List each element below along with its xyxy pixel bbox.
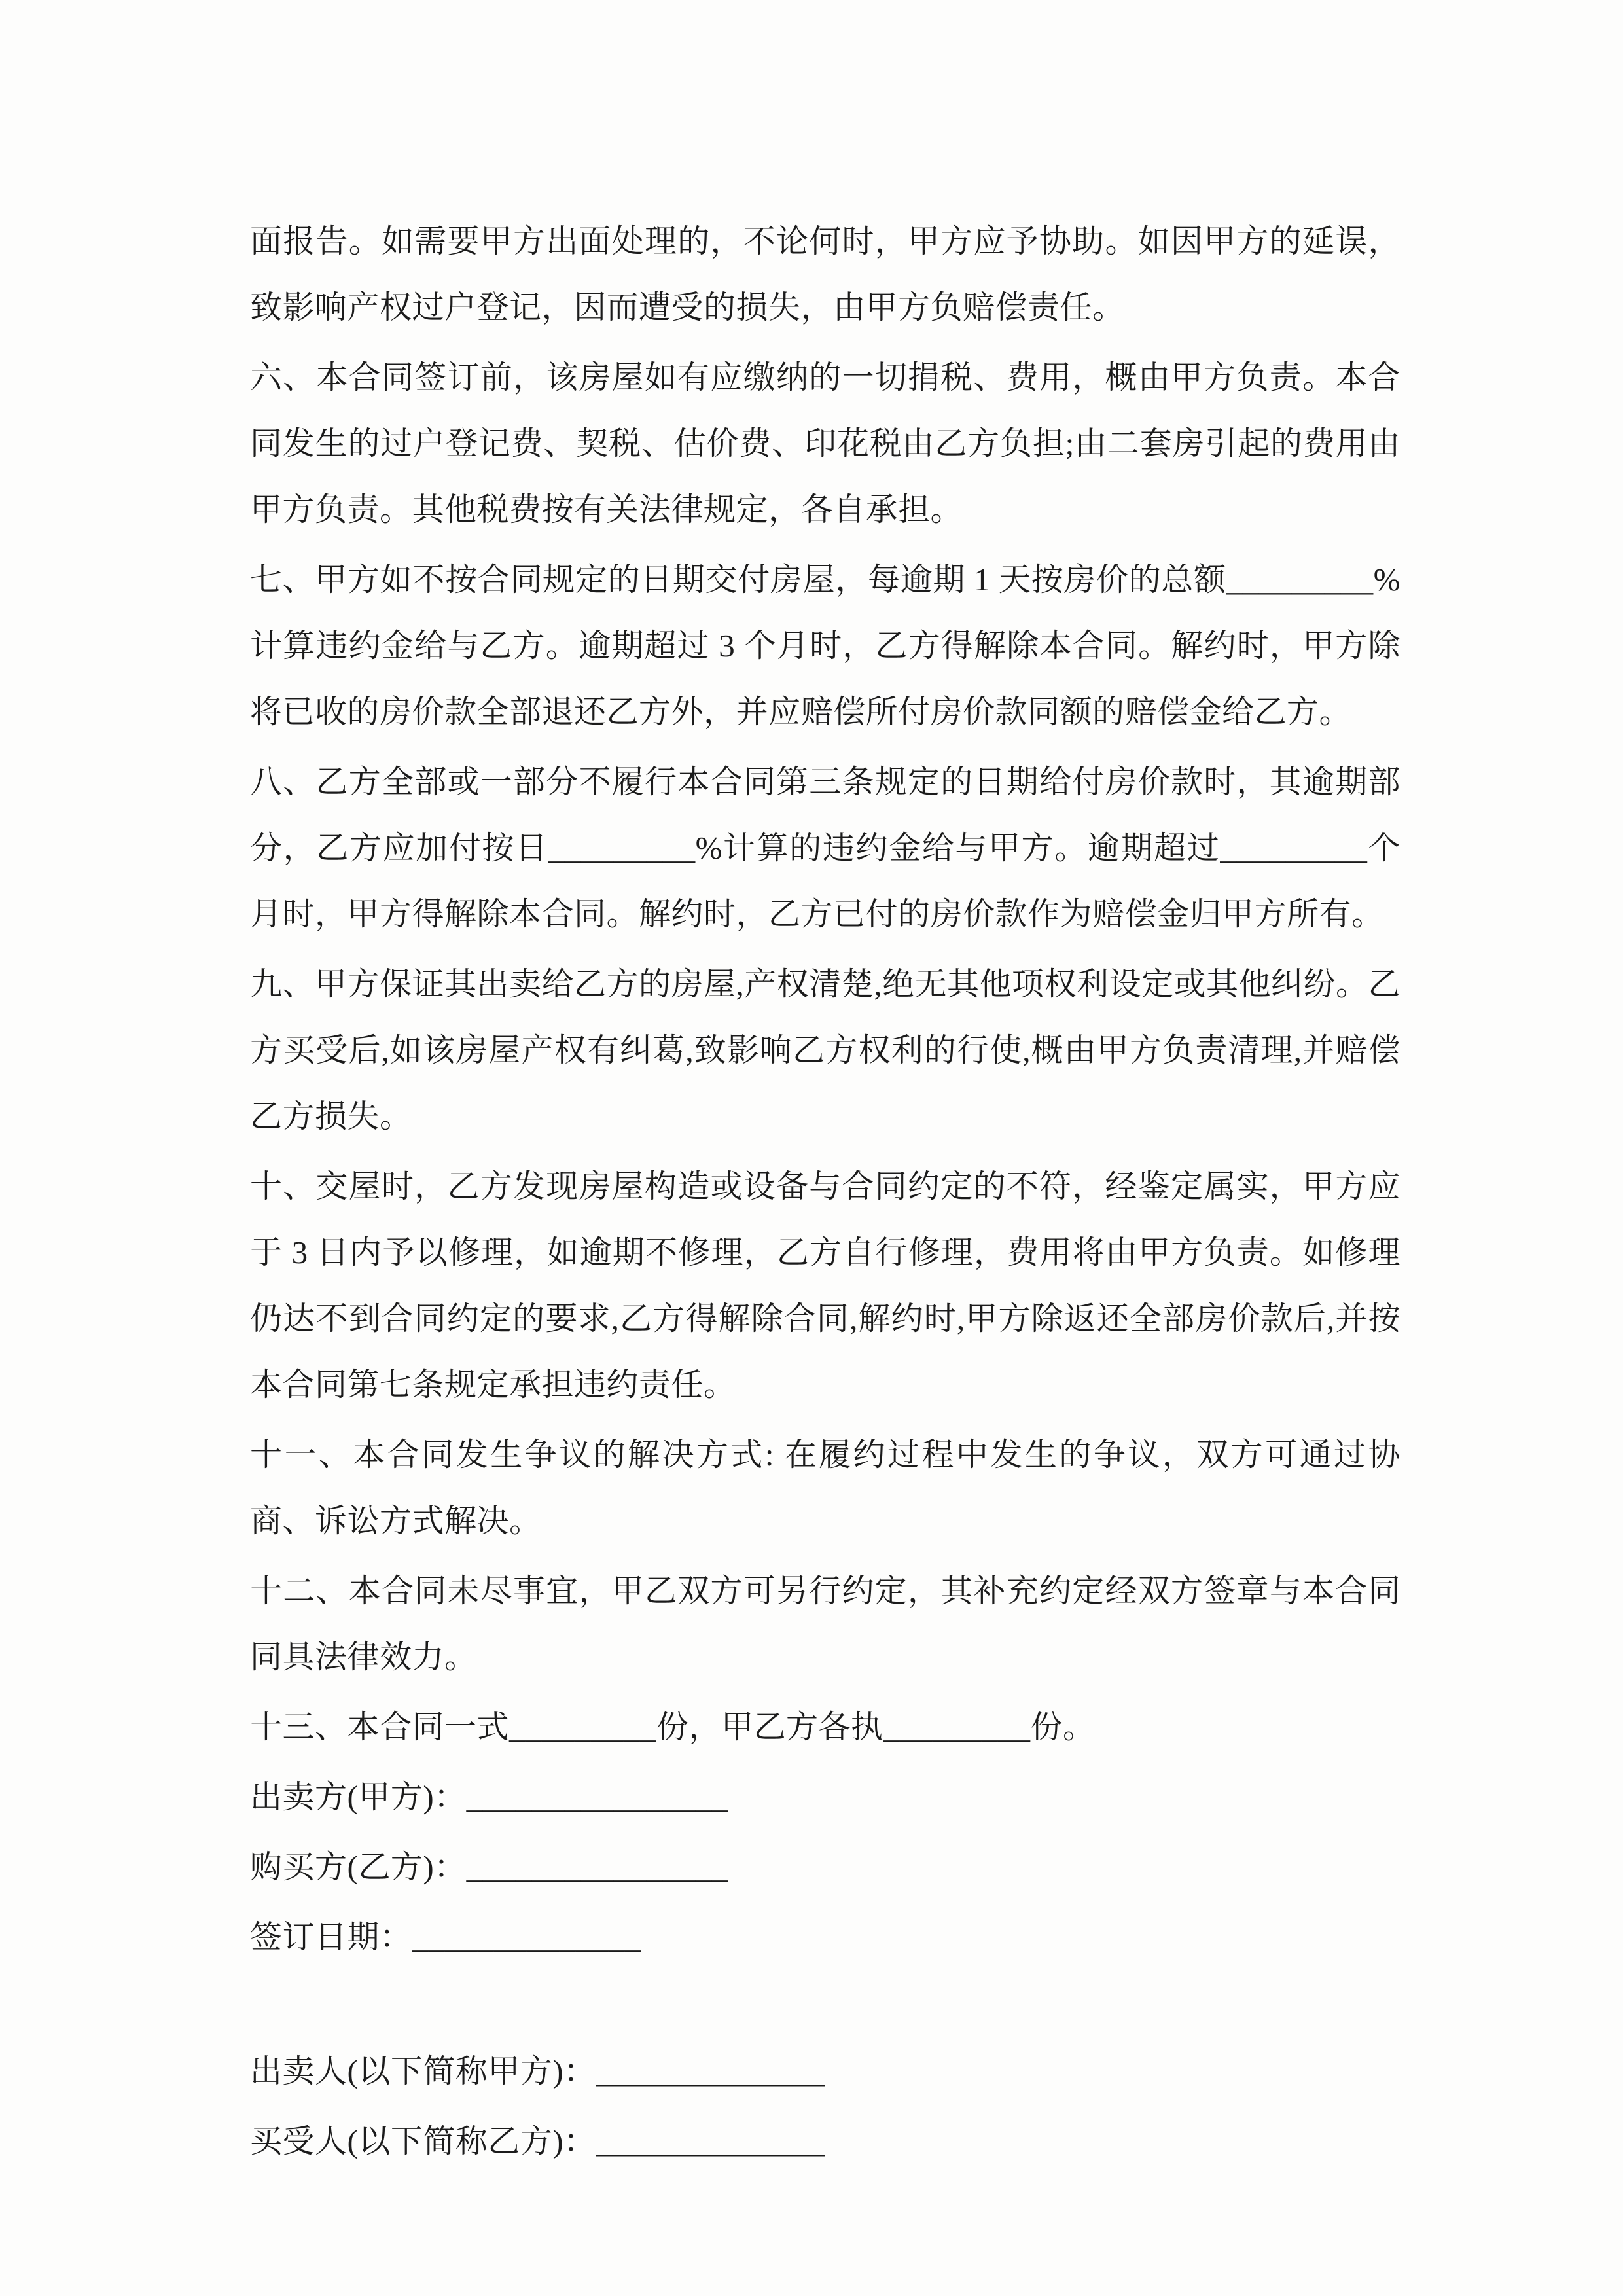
clause-9-clear-title-guarantee: 九、甲方保证其出卖给乙方的房屋,产权清楚,绝无其他项权利设定或其他纠纷。乙方买受后,如该房屋产权有纠葛,致影响乙方权利的行使,概由甲方负责清理,并赔偿乙方损失。: [250, 966, 1401, 1134]
clause-12-supplementary-agreements: 十二、本合同未尽事宜，甲乙双方可另行约定，其补充约定经双方签章与本合同同具法律效力。: [250, 1573, 1400, 1675]
clause-10-defect-repair: 十、交屋时，乙方发现房屋构造或设备与合同约定的不符，经鉴定属实，甲方应于 3 日内予以修理，如逾期不修理，乙方自行修理，费用将由甲方负责。如修理仍达不到合同约定的要求,乙方得解除合同,解约时,甲方除返还全部房价款后,并按本合同第七条规定承担违约责任。: [250, 1168, 1400, 1403]
clause-11-dispute-resolution: 十一、本合同发生争议的解决方式: 在履约过程中发生的争议，双方可通过协商、诉讼方式解决。: [250, 1437, 1400, 1539]
buyer-party-b-signature-line: 购买方(乙方)：________________: [250, 1849, 728, 1885]
clause-6-taxes-and-fees: 六、本合同签订前，该房屋如有应缴纳的一切捐税、费用，概由甲方负责。本合同发生的过户登记费、契税、估价费、印花税由乙方负担;由二套房引起的费用由甲方负责。其他税费按有关法律规定，各自承担。: [250, 359, 1400, 528]
buyer-intro-line: 买受人(以下简称乙方)：______________: [250, 2123, 825, 2159]
clause-7-seller-late-delivery-penalty: 七、甲方如不按合同规定的日期交付房屋，每逾期 1 天按房价的总额_________%计算违约金给与乙方。逾期超过 3 个月时，乙方得解除本合同。解约时，甲方除将已收的房价款全部退还乙方外，并应赔偿所付房价款同额的赔偿金给乙方。: [250, 562, 1400, 730]
clause-13-copies-of-contract: 十三、本合同一式_________份，甲乙方各执_________份。: [250, 1709, 1096, 1745]
seller-party-a-signature-line: 出卖方(甲方)：________________: [250, 1779, 728, 1815]
signing-date-line: 签订日期：______________: [250, 1919, 641, 1955]
clause-8-buyer-late-payment-penalty: 八、乙方全部或一部分不履行本合同第三条规定的日期给付房价款时，其逾期部分，乙方应加付按日_________%计算的违约金给与甲方。逾期超过_________个月时，甲方得解除本合同。解约时，乙方已付的房价款作为赔偿金归甲方所有。: [250, 764, 1400, 932]
seller-intro-line: 出卖人(以下简称甲方)：______________: [250, 2053, 825, 2089]
contract-body: [250, 208, 1400, 2174]
clause-continuation-text: 面报告。如需要甲方出面处理的，不论何时，甲方应予协助。如因甲方的延误，致影响产权过户登记，因而遭受的损失，由甲方负赔偿责任。: [250, 223, 1400, 325]
